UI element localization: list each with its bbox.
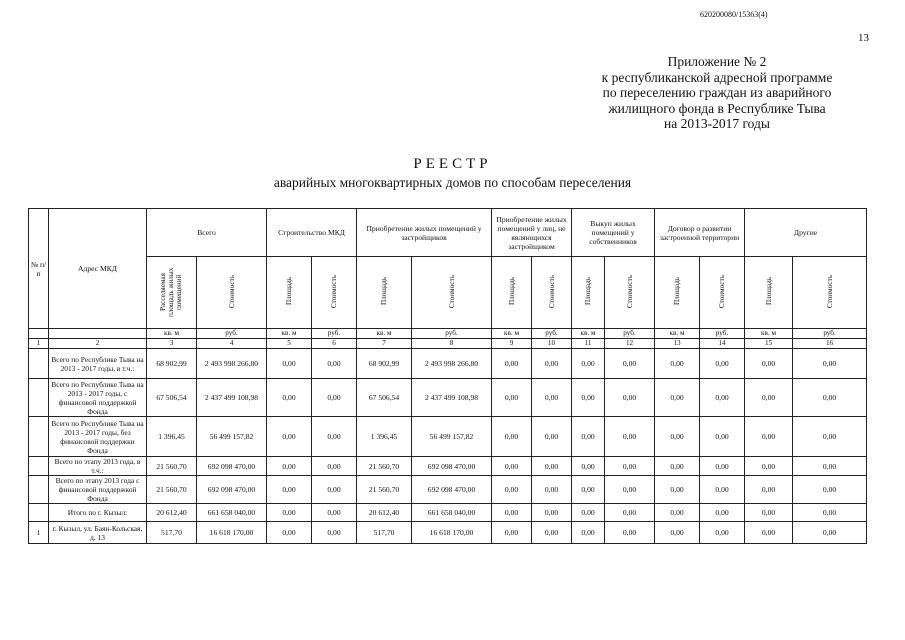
row-value: 692 098 470,00 [412,476,492,504]
row-number [29,476,49,504]
row-value: 0,00 [572,457,605,476]
unit-cell: руб. [312,329,357,339]
unit-cell: руб. [532,329,572,339]
row-value: 0,00 [605,504,655,522]
unit-cell: кв. м [267,329,312,339]
row-value: 0,00 [492,476,532,504]
row-value: 0,00 [793,504,867,522]
header-address: Адрес МКД [49,209,147,329]
row-value: 0,00 [572,504,605,522]
row-value: 0,00 [745,457,793,476]
row-value: 67 506,54 [147,379,197,417]
column-number: 2 [49,339,147,349]
units-blank [49,329,147,339]
row-value: 0,00 [312,349,357,379]
column-number: 9 [492,339,532,349]
row-value: 0,00 [745,349,793,379]
row-value: 0,00 [312,504,357,522]
appendix-line: на 2013-2017 годы [664,116,770,131]
row-value: 0,00 [655,349,700,379]
row-value: 0,00 [492,349,532,379]
row-value: 0,00 [492,379,532,417]
row-value: 0,00 [655,379,700,417]
header-buyout: Выкуп жилых помещений у собственников [572,209,655,257]
row-address: Всего по Республике Тыва на 2013 - 2017 годы, с финансовой поддержкой Фонда [49,379,147,417]
column-number: 5 [267,339,312,349]
row-value: 0,00 [793,349,867,379]
row-value: 0,00 [700,504,745,522]
row-value: 0,00 [605,379,655,417]
column-number: 7 [357,339,412,349]
row-value: 20 612,40 [147,504,197,522]
subheader-area: Площадь [267,257,312,329]
subheader-cost: Стоимость [793,257,867,329]
row-value: 16 618 170,00 [197,522,267,544]
row-value: 0,00 [655,476,700,504]
row-value: 0,00 [745,379,793,417]
row-value: 0,00 [745,476,793,504]
units-blank [29,329,49,339]
column-number: 13 [655,339,700,349]
unit-cell: кв. м [147,329,197,339]
row-value: 0,00 [267,457,312,476]
appendix-block [567,54,867,132]
column-number: 11 [572,339,605,349]
row-number: 1 [29,522,49,544]
row-value: 517,70 [147,522,197,544]
row-value: 56 499 157,82 [197,417,267,457]
row-value: 0,00 [532,379,572,417]
row-value: 0,00 [793,417,867,457]
subheader-area: Площадь [492,257,532,329]
row-value: 56 499 157,82 [412,417,492,457]
row-value: 692 098 470,00 [197,476,267,504]
row-value: 68 902,99 [357,349,412,379]
unit-cell: кв. м [492,329,532,339]
row-value: 0,00 [605,457,655,476]
row-value: 0,00 [745,504,793,522]
row-value: 68 902,99 [147,349,197,379]
registry-table [28,208,867,544]
header-purchase-developers: Приобретение жилых помещений у застройщиков [357,209,492,257]
subheader-cost: Стоимость [700,257,745,329]
row-value: 0,00 [605,349,655,379]
row-value: 0,00 [312,476,357,504]
row-value: 661 658 040,00 [197,504,267,522]
row-value: 0,00 [655,504,700,522]
row-number [29,504,49,522]
row-number [29,379,49,417]
appendix-line: Приложение № 2 [667,54,767,69]
row-value: 0,00 [312,457,357,476]
appendix-line: к республиканской адресной программе [601,69,833,85]
document-id: 620200080/15363(4) [700,10,768,19]
column-numbers-row [29,339,867,349]
row-value: 0,00 [267,476,312,504]
column-number: 4 [197,339,267,349]
row-value: 0,00 [492,417,532,457]
row-value: 0,00 [605,522,655,544]
row-value: 0,00 [267,349,312,379]
unit-cell: руб. [605,329,655,339]
row-value: 20 612,40 [357,504,412,522]
column-number: 1 [29,339,49,349]
row-value: 0,00 [492,457,532,476]
row-value: 0,00 [745,417,793,457]
row-value: 21 560,70 [147,476,197,504]
row-value: 0,00 [700,417,745,457]
row-number [29,457,49,476]
row-value: 67 506,54 [357,379,412,417]
row-value: 0,00 [267,417,312,457]
unit-cell: руб. [412,329,492,339]
row-value: 692 098 470,00 [412,457,492,476]
row-value: 0,00 [793,522,867,544]
row-value: 0,00 [267,504,312,522]
header-no: № п/п [29,209,49,329]
table-row [29,457,867,476]
column-number: 6 [312,339,357,349]
subheader-area: Площадь [572,257,605,329]
unit-cell: руб. [197,329,267,339]
row-value: 0,00 [655,417,700,457]
row-value: 1 396,45 [357,417,412,457]
row-value: 0,00 [312,522,357,544]
column-number: 12 [605,339,655,349]
subheader-area: Площадь [745,257,793,329]
header-purchase-non-developers: Приобретение жилых помещений у лиц, не являющихся застройщиком [492,209,572,257]
document-title: РЕЕСТР [413,156,492,172]
table-row [29,522,867,544]
row-value: 0,00 [605,417,655,457]
row-value: 0,00 [572,476,605,504]
row-value: 0,00 [492,522,532,544]
column-number: 16 [793,339,867,349]
column-number: 10 [532,339,572,349]
column-number: 14 [700,339,745,349]
row-value: 0,00 [655,522,700,544]
row-value: 0,00 [793,379,867,417]
document-subtitle: аварийных многоквартирных домов по способам переселения [273,175,632,190]
row-value: 21 560,70 [147,457,197,476]
row-value: 517,70 [357,522,412,544]
row-address: Всего по Республике Тыва на 2013 - 2017 годы, без финансовой поддержки Фонда [49,417,147,457]
subheader-area: Площадь [655,257,700,329]
row-value: 16 618 170,00 [412,522,492,544]
row-value: 0,00 [532,417,572,457]
row-value: 1 396,45 [147,417,197,457]
table-row [29,476,867,504]
row-value: 2 437 499 108,98 [412,379,492,417]
row-value: 0,00 [700,457,745,476]
table-row [29,379,867,417]
table-row [29,504,867,522]
row-number [29,417,49,457]
row-value: 0,00 [312,379,357,417]
row-value: 0,00 [572,522,605,544]
row-value: 0,00 [532,522,572,544]
row-value: 0,00 [793,476,867,504]
row-value: 0,00 [532,349,572,379]
header-other: Другие [745,209,867,257]
column-number: 15 [745,339,793,349]
row-address: г. Кызыл, ул. Баян-Кольская, д. 13 [49,522,147,544]
subheader-cost: Стоимость [197,257,267,329]
row-value: 2 437 499 108,98 [197,379,267,417]
row-value: 0,00 [532,457,572,476]
row-value: 2 493 998 266,80 [197,349,267,379]
subheader-cost: Стоимость [605,257,655,329]
row-value: 0,00 [572,379,605,417]
table-row [29,349,867,379]
row-value: 0,00 [267,522,312,544]
subheader-cost: Стоимость [312,257,357,329]
unit-cell: кв. м [572,329,605,339]
row-value: 0,00 [700,522,745,544]
subheader-area: Площадь [357,257,412,329]
appendix-line: по переселению граждан из аварийного [602,85,832,100]
row-value: 0,00 [572,349,605,379]
unit-cell: руб. [793,329,867,339]
row-address: Всего по этапу 2013 года, в т.ч.: [49,457,147,476]
row-value: 0,00 [312,417,357,457]
subheader-cost: Стоимость [412,257,492,329]
table-row [29,417,867,457]
header-total: Всего [147,209,267,257]
row-value: 0,00 [492,504,532,522]
row-address: Итого по г. Кызыл: [49,504,147,522]
page-number: 13 [858,32,869,44]
row-value: 0,00 [605,476,655,504]
unit-cell: кв. м [655,329,700,339]
subheader-calc-area: Расселяемая площадь жилых помещений [147,257,197,329]
row-value: 661 658 040,00 [412,504,492,522]
subheader-cost: Стоимость [532,257,572,329]
units-row [29,329,867,339]
row-value: 0,00 [700,476,745,504]
column-number: 3 [147,339,197,349]
header-construction: Строительство МКД [267,209,357,257]
row-value: 21 560,70 [357,476,412,504]
row-value: 2 493 998 266,80 [412,349,492,379]
unit-cell: руб. [700,329,745,339]
row-address: Всего по Республике Тыва на 2013 - 2017 годы, в т.ч.: [49,349,147,379]
row-value: 0,00 [267,379,312,417]
appendix-line: жилищного фонда в Республике Тыва [608,100,826,116]
row-value: 0,00 [700,349,745,379]
unit-cell: кв. м [357,329,412,339]
row-value: 0,00 [700,379,745,417]
column-number: 8 [412,339,492,349]
row-number [29,349,49,379]
row-value: 0,00 [655,457,700,476]
row-value: 0,00 [745,522,793,544]
row-value: 0,00 [532,476,572,504]
unit-cell: кв. м [745,329,793,339]
row-value: 692 098 470,00 [197,457,267,476]
row-address: Всего по этапу 2013 года с финансовой поддержкой Фонда [49,476,147,504]
row-value: 21 560,70 [357,457,412,476]
row-value: 0,00 [572,417,605,457]
row-value: 0,00 [532,504,572,522]
header-development-agreement: Договор о развитии застроенной территории [655,209,745,257]
row-value: 0,00 [793,457,867,476]
